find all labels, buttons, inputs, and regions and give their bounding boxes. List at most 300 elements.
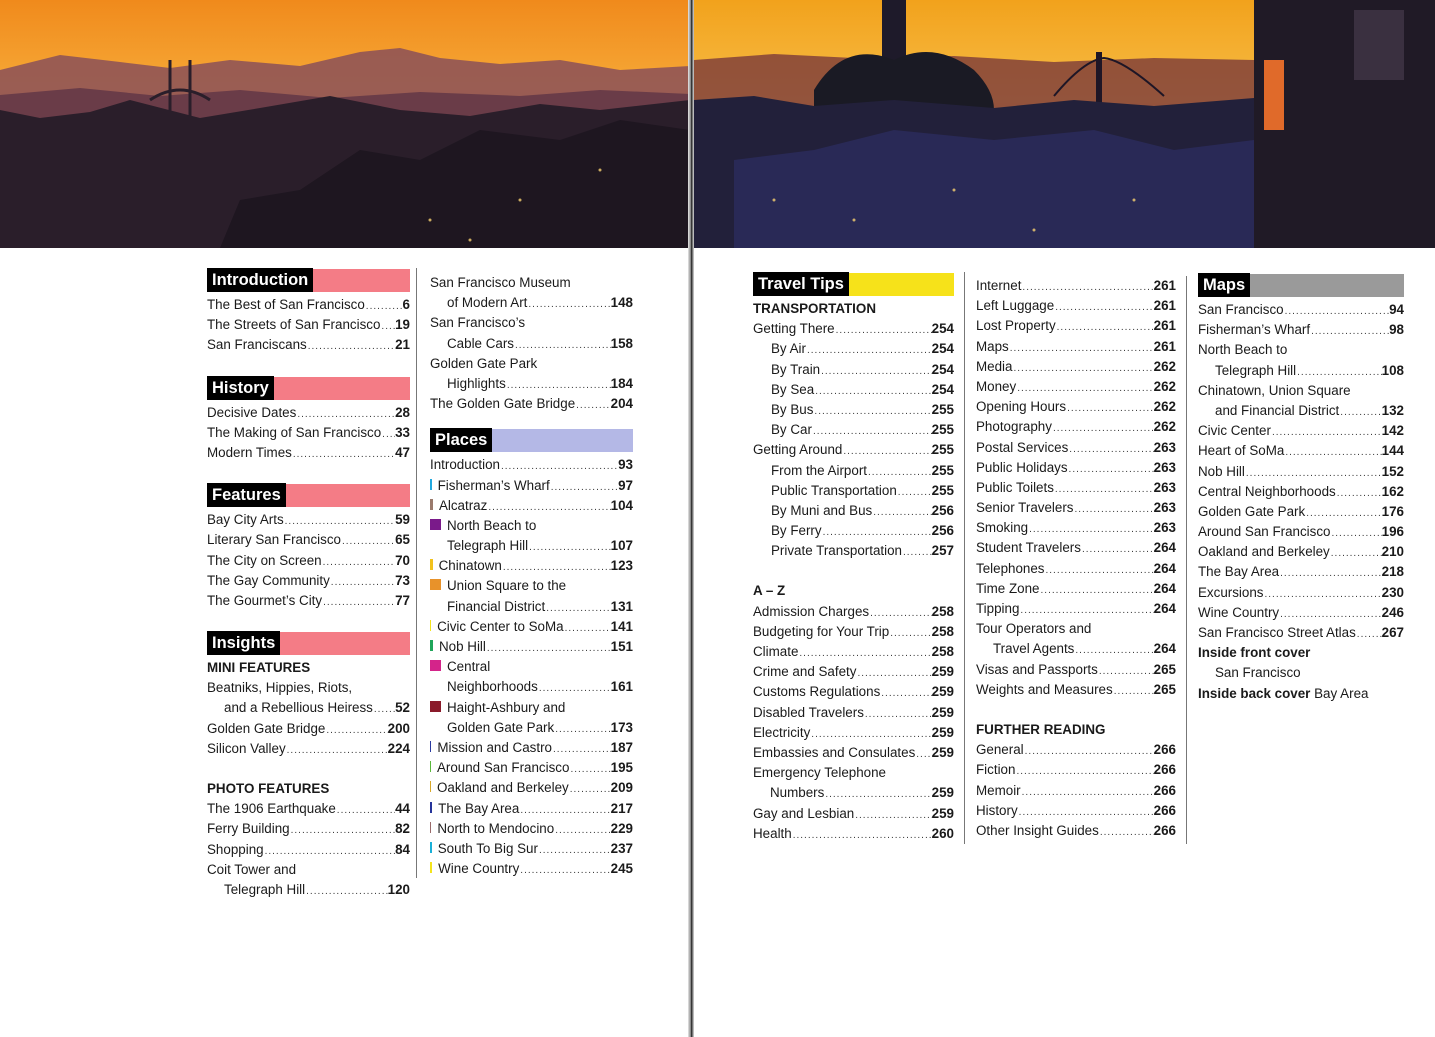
entry-title: Neighborhoods (447, 679, 538, 695)
entry-title: Lost Property (976, 318, 1056, 334)
toc-entry-line[interactable] (430, 657, 633, 677)
entry-title: Oakland and Berkeley (436, 780, 569, 796)
sunset-skyline-photo-left (0, 0, 690, 248)
entry-page: 148 (610, 295, 633, 311)
leader-dots (528, 538, 611, 558)
toc-entry[interactable] (753, 440, 954, 460)
entry-page: 230 (1381, 584, 1404, 600)
toc-entry[interactable] (430, 799, 633, 819)
leader-dots (1040, 581, 1154, 601)
entry-page: 258 (931, 644, 954, 659)
toc-entry[interactable] (207, 840, 410, 860)
leader-dots (1296, 363, 1382, 383)
entry-title: The Golden Gate Bridge (430, 396, 576, 412)
entry-page: 152 (1381, 463, 1404, 479)
leader-dots (915, 745, 931, 765)
leader-dots (1310, 322, 1389, 342)
toc-entry[interactable] (976, 801, 1176, 821)
leader-dots (486, 639, 611, 659)
leader-dots (1009, 339, 1154, 359)
toc-entry[interactable] (976, 821, 1176, 841)
leader-dots (341, 532, 395, 552)
inside-back-cover-entry[interactable] (1198, 684, 1404, 704)
entry-title-line1: Chinatown, Union Square (1198, 382, 1351, 398)
toc-entry[interactable] (207, 571, 410, 591)
leader-dots (1279, 605, 1382, 625)
leader-dots (810, 725, 931, 745)
toc-entry[interactable] (430, 677, 633, 697)
entry-page: 204 (610, 396, 633, 412)
toc-entry[interactable] (753, 521, 954, 541)
leader-dots (1052, 419, 1154, 439)
toc-entry[interactable] (1198, 441, 1404, 461)
toc-entry[interactable] (207, 591, 410, 611)
entry-page: 245 (610, 861, 633, 877)
toc-entry[interactable] (753, 804, 954, 824)
toc-entry[interactable] (430, 496, 633, 516)
entry-title-line1: Central (447, 659, 491, 675)
toc-entry-line[interactable] (430, 576, 633, 596)
toc-entry[interactable] (1198, 542, 1404, 562)
toc-entry[interactable] (976, 660, 1176, 680)
entry-title: Other Insight Guides (976, 822, 1099, 838)
toc-entry-line[interactable] (1198, 340, 1404, 360)
leader-dots (554, 821, 610, 841)
entry-title: of Modern Art (447, 295, 528, 311)
entry-page: 261 (1153, 298, 1176, 314)
leader-dots (842, 442, 931, 462)
toc-entry[interactable] (976, 397, 1176, 417)
entry-page: 262 (1153, 419, 1176, 435)
entry-title: Crime and Safety (753, 664, 857, 680)
toc-entry[interactable] (976, 357, 1176, 377)
entry-title-line1: Coit Tower and (207, 861, 297, 877)
photo-features-heading: PHOTO FEATURES (207, 781, 330, 796)
entry-title: By Bus (771, 401, 814, 417)
leader-dots (835, 321, 932, 341)
entry-page: 258 (931, 623, 954, 639)
entry-page: 21 (395, 337, 410, 353)
toc-entry[interactable] (976, 740, 1176, 760)
toc-entry[interactable] (753, 682, 954, 702)
leader-dots (1074, 641, 1153, 661)
region-color-swatch (430, 781, 431, 792)
toc-entry[interactable] (430, 859, 633, 879)
section-insights (207, 631, 410, 655)
toc-entry[interactable] (207, 880, 410, 900)
toc-entry[interactable] (207, 551, 410, 571)
entry-page: 255 (931, 401, 954, 417)
region-color-swatch (430, 802, 432, 813)
toc-entry[interactable] (976, 417, 1176, 437)
toc-column-2 (430, 273, 633, 879)
toc-entry[interactable] (1198, 562, 1404, 582)
leader-dots (322, 593, 395, 613)
entry-title: Alcatraz (438, 497, 488, 513)
region-color-swatch (430, 519, 441, 530)
leader-dots (1264, 585, 1382, 605)
toc-entry[interactable] (1198, 300, 1404, 320)
toc-entry[interactable] (430, 819, 633, 839)
toc-entry-line[interactable] (430, 313, 633, 333)
toc-column-1 (207, 268, 417, 897)
leader-dots (869, 604, 932, 624)
toc-entry[interactable] (753, 420, 954, 440)
toc-entry[interactable] (976, 639, 1176, 659)
region-color-swatch (430, 741, 431, 752)
entry-page: 257 (931, 543, 954, 559)
entry-title: The Gay Community (207, 572, 330, 588)
leader-dots (292, 445, 395, 465)
entry-page: 218 (1381, 564, 1404, 580)
region-color-swatch (430, 701, 441, 712)
entry-page: 162 (1381, 483, 1404, 499)
entry-title: Telegraph Hill (447, 538, 529, 554)
entry-page: 184 (610, 375, 633, 391)
entry-page: 33 (395, 424, 410, 440)
leader-dots (569, 760, 610, 780)
toc-entry[interactable] (430, 536, 633, 556)
toc-entry-line[interactable] (753, 763, 954, 783)
toc-entry[interactable] (753, 380, 954, 400)
toc-entry[interactable] (753, 783, 954, 803)
entry-title: Highlights (447, 375, 506, 391)
entry-page: 158 (610, 335, 633, 351)
entry-page: 224 (387, 740, 410, 756)
leader-dots (813, 402, 931, 422)
entry-page: 141 (610, 618, 633, 634)
entry-page: 263 (1153, 459, 1176, 475)
toc-entry[interactable] (976, 760, 1176, 780)
toc-entry[interactable] (207, 295, 410, 315)
entry-title: Admission Charges (753, 603, 870, 619)
toc-entry[interactable] (976, 781, 1176, 801)
toc-entry[interactable] (976, 498, 1176, 518)
entry-title: General (976, 742, 1024, 758)
entry-page: 261 (1153, 318, 1176, 334)
entry-page: 108 (1381, 362, 1404, 378)
toc-entry[interactable] (1198, 361, 1404, 381)
leader-dots (545, 599, 610, 619)
leader-dots (487, 498, 610, 518)
toc-entry[interactable] (976, 518, 1176, 538)
toc-entry[interactable] (753, 481, 954, 501)
toc-entry[interactable] (753, 703, 954, 723)
toc-entry[interactable] (976, 680, 1176, 700)
toc-entry[interactable] (1198, 603, 1404, 623)
toc-entry[interactable] (430, 476, 633, 496)
entry-title-line1: Tour Operators and (976, 621, 1092, 637)
entry-title: Chinatown (438, 558, 502, 574)
toc-entry[interactable] (207, 719, 410, 739)
entry-page: 259 (931, 664, 954, 680)
leader-dots (1018, 803, 1154, 823)
leader-dots (1279, 564, 1382, 584)
toc-entry[interactable] (753, 319, 954, 339)
leader-dots (514, 336, 611, 356)
insights-heading: Insights (207, 631, 280, 655)
toc-entry[interactable] (430, 839, 633, 859)
entry-page: 44 (395, 801, 410, 817)
toc-entry[interactable] (753, 541, 954, 561)
entry-title: Shopping (207, 841, 264, 857)
entry-page: 196 (1381, 524, 1404, 540)
entry-title: Disabled Travelers (753, 704, 864, 720)
toc-entry[interactable] (1198, 502, 1404, 522)
toc-entry[interactable] (430, 334, 633, 354)
toc-entry[interactable] (430, 718, 633, 738)
maps-heading: Maps (1198, 273, 1250, 297)
entry-page: 264 (1153, 601, 1176, 616)
entry-page: 120 (387, 881, 410, 897)
entry-title: Maps (976, 338, 1009, 354)
leader-dots (296, 405, 395, 425)
toc-entry[interactable] (1198, 462, 1404, 482)
toc-entry[interactable] (430, 394, 633, 414)
toc-entry[interactable] (976, 316, 1176, 336)
entry-title: Getting Around (753, 442, 843, 458)
entry-title: Public Holidays (976, 459, 1068, 475)
leader-dots (322, 553, 395, 573)
toc-entry[interactable] (430, 374, 633, 394)
leader-dots (1336, 484, 1382, 504)
toc-entry[interactable] (753, 602, 954, 622)
entry-title: Customs Regulations (753, 684, 881, 700)
entry-title: Telegraph Hill (224, 881, 306, 897)
leader-dots (824, 785, 931, 805)
toc-entry[interactable] (430, 597, 633, 617)
leader-dots (550, 478, 618, 498)
leader-dots (286, 741, 388, 761)
toc-entry[interactable] (1198, 623, 1404, 643)
entry-page: 254 (931, 341, 954, 357)
toc-entry[interactable] (976, 599, 1176, 619)
entry-page: 161 (610, 679, 633, 695)
entry-title: From the Airport (771, 462, 867, 478)
toc-entry[interactable] (1198, 401, 1404, 421)
region-color-swatch (430, 499, 433, 510)
toc-column-3 (753, 272, 965, 844)
entry-page: 262 (1153, 358, 1176, 374)
entry-title-line1: San Francisco Museum (430, 275, 571, 290)
entry-page: 47 (395, 444, 410, 460)
toc-entry[interactable] (976, 337, 1176, 357)
entry-title-line1: North Beach to (1198, 342, 1288, 358)
toc-entry-line[interactable] (430, 273, 633, 293)
entry-title: Gay and Lesbian (753, 805, 855, 821)
toc-entry[interactable] (976, 458, 1176, 478)
leader-dots (1074, 500, 1154, 520)
toc-entry[interactable] (430, 778, 633, 798)
leader-dots (1028, 520, 1154, 540)
toc-entry[interactable] (1198, 482, 1404, 502)
entry-title: By Muni and Bus (771, 502, 873, 518)
entry-title: Money (976, 378, 1017, 394)
entry-title: Getting There (753, 321, 835, 337)
leader-dots (1284, 443, 1381, 463)
leader-dots (814, 382, 931, 402)
entry-page: 255 (931, 462, 954, 478)
toc-entry[interactable] (976, 579, 1176, 599)
entry-title: Excursions (1198, 584, 1264, 600)
toc-entry[interactable] (207, 403, 410, 423)
toc-entry[interactable] (1198, 583, 1404, 603)
entry-title: By Ferry (771, 523, 822, 539)
leader-dots (1045, 561, 1154, 581)
mini-features-heading: MINI FEATURES (207, 660, 311, 676)
entry-page: 59 (395, 512, 410, 528)
leader-dots (305, 882, 388, 902)
region-color-swatch (430, 640, 433, 651)
leader-dots (1356, 625, 1382, 645)
section-features (207, 483, 410, 507)
entry-page: 132 (1381, 402, 1404, 418)
toc-entry[interactable] (430, 556, 633, 576)
section-travel-tips (753, 272, 954, 296)
inside-front-cover-entry[interactable] (1198, 643, 1404, 663)
entry-title: Inside back cover (1198, 685, 1311, 701)
toc-entry[interactable] (753, 400, 954, 420)
region-color-swatch (430, 559, 433, 570)
toc-entry-line[interactable] (1198, 381, 1404, 401)
entry-title: History (976, 802, 1018, 818)
entry-title: Wine Country (438, 861, 520, 877)
entry-title-line1: Haight-Ashbury and (447, 699, 566, 715)
entry-title: San Franciscans (207, 337, 307, 353)
entry-page: 82 (395, 821, 410, 837)
entry-page: 261 (1153, 278, 1176, 293)
toc-entry[interactable] (976, 559, 1176, 579)
leader-dots (1021, 278, 1153, 298)
toc-entry[interactable] (1198, 320, 1404, 340)
toc-entry[interactable] (207, 530, 410, 550)
entry-title: Wine Country (1198, 604, 1280, 620)
region-color-swatch (430, 761, 431, 772)
entry-page: 19 (395, 317, 410, 333)
toc-entry[interactable] (430, 758, 633, 778)
entry-title: Senior Travelers (976, 500, 1074, 516)
toc-entry-line[interactable] (207, 860, 410, 880)
region-color-swatch (430, 822, 431, 833)
toc-entry[interactable] (976, 276, 1176, 296)
entry-title: Photography (976, 419, 1052, 435)
toc-entry[interactable] (753, 743, 954, 763)
leader-dots (1330, 544, 1382, 564)
toc-entry[interactable] (207, 819, 410, 839)
toc-entry[interactable] (976, 478, 1176, 498)
entry-title: Electricity (753, 724, 811, 740)
toc-entry[interactable] (753, 461, 954, 481)
toc-entry[interactable] (753, 501, 954, 521)
leader-dots (1015, 762, 1153, 782)
toc-entry[interactable] (207, 315, 410, 335)
entry-page: 97 (618, 477, 633, 493)
entry-page: 261 (1153, 338, 1176, 354)
toc-entry[interactable] (753, 360, 954, 380)
section-places (430, 428, 633, 452)
entry-title: Heart of SoMa (1198, 443, 1285, 459)
entry-page: 266 (1153, 742, 1176, 758)
entry-page: 255 (931, 422, 954, 438)
leader-dots (264, 842, 396, 862)
toc-entry-line[interactable] (430, 354, 633, 374)
entry-title: Memoir (976, 782, 1021, 798)
leader-dots (1024, 742, 1154, 762)
toc-entry[interactable] (207, 443, 410, 463)
toc-entry[interactable] (430, 738, 633, 758)
leader-dots (1271, 423, 1382, 443)
toc-entry[interactable] (207, 510, 410, 530)
leader-dots (519, 861, 610, 881)
entry-title: Student Travelers (976, 540, 1081, 556)
leader-dots (290, 821, 395, 841)
toc-entry[interactable] (753, 339, 954, 359)
entry-page: 84 (395, 841, 410, 857)
entry-page: 259 (931, 744, 954, 760)
toc-entry[interactable] (753, 662, 954, 682)
entry-page: 144 (1381, 443, 1404, 459)
entry-title: Inside front cover (1198, 645, 1311, 661)
leader-dots (1098, 662, 1154, 682)
toc-entry[interactable] (753, 622, 954, 642)
leader-dots (1113, 682, 1154, 702)
toc-entry[interactable] (1198, 522, 1404, 542)
toc-entry-line[interactable] (430, 698, 633, 718)
toc-entry[interactable] (207, 423, 410, 443)
leader-dots (1068, 460, 1154, 480)
entry-page: 195 (610, 760, 633, 776)
toc-entry[interactable] (976, 296, 1176, 316)
toc-entry[interactable] (753, 642, 954, 662)
toc-entry-line[interactable] (207, 678, 410, 698)
region-color-swatch (430, 862, 432, 873)
toc-entry[interactable] (753, 723, 954, 743)
toc-entry[interactable] (207, 698, 410, 718)
toc-entry[interactable] (207, 739, 410, 759)
toc-entry[interactable] (753, 824, 954, 844)
toc-entry[interactable] (1198, 421, 1404, 441)
leader-dots (854, 806, 931, 826)
toc-entry[interactable] (430, 617, 633, 637)
places-intro-entry[interactable] (430, 455, 633, 475)
entry-title: Ferry Building (207, 821, 290, 837)
entry-title: Opening Hours (976, 399, 1067, 415)
entry-title: Silicon Valley (207, 740, 286, 756)
entry-title: Golden Gate Park (447, 719, 555, 735)
entry-title: The Bay Area (438, 800, 520, 816)
toc-entry[interactable] (976, 538, 1176, 558)
entry-page: 266 (1153, 782, 1176, 798)
entry-page: 259 (931, 684, 954, 700)
toc-entry[interactable] (207, 799, 410, 819)
entry-title: By Car (771, 422, 812, 438)
toc-entry[interactable] (207, 335, 410, 355)
leader-dots (1305, 504, 1381, 524)
toc-entry[interactable] (430, 637, 633, 657)
entry-page: 200 (387, 720, 410, 736)
toc-entry[interactable] (430, 293, 633, 313)
entry-title-line1: North Beach to (447, 517, 537, 533)
entry-page: 256 (931, 502, 954, 518)
leader-dots (822, 523, 932, 543)
toc-entry[interactable] (976, 377, 1176, 397)
entry-page: 259 (931, 805, 954, 821)
toc-entry-line[interactable] (976, 619, 1176, 639)
region-color-swatch (430, 579, 441, 590)
toc-entry-line[interactable] (430, 516, 633, 536)
entry-title: Postal Services (976, 439, 1069, 455)
toc-entry[interactable] (976, 438, 1176, 458)
